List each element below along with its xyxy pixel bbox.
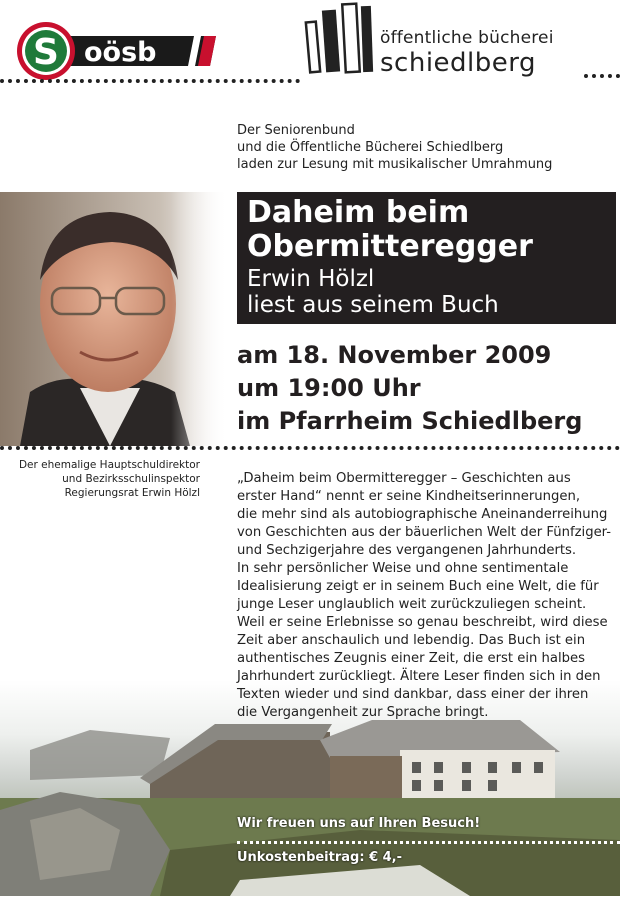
description-line: erster Hand“ nennt er seine Kindheitserinnerungen,	[237, 489, 581, 504]
book-title	[247, 196, 533, 264]
book-description	[237, 470, 620, 722]
logo-wordmark: oösb	[84, 37, 157, 68]
description-line: junge Leser unglaublich weit zurückzuliegen scheint.	[237, 597, 587, 612]
book-title-line: Obermitteregger	[247, 229, 533, 264]
description-line: die mehr sind als autobiographische Aneinanderreihung	[237, 507, 608, 522]
description-line: und Sechzigerjahre des vergangenen Jahrhunderts.	[237, 543, 577, 558]
dotted-divider-top	[0, 79, 300, 83]
description-line: Jahrhundert zurückliegt. Ältere Leser finden sich in den	[237, 669, 601, 684]
description-line: die Vergangenheit zur Sprache bringt.	[237, 705, 489, 720]
portrait-caption	[0, 458, 200, 500]
dotted-divider-footer	[237, 841, 620, 844]
event-details	[237, 339, 582, 438]
intro-text	[237, 122, 552, 173]
dotted-divider-middle	[0, 446, 620, 450]
library-name-line1: öffentliche bücherei	[380, 28, 554, 48]
event-title-box	[237, 192, 616, 324]
event-time: um 19:00 Uhr	[237, 374, 421, 402]
description-line: In sehr persönlicher Weise und ohne sentimentale	[237, 561, 569, 576]
caption-line: Der ehemalige Hauptschuldirektor	[18, 459, 200, 471]
description-line: „Daheim beim Obermitteregger – Geschichten aus	[237, 471, 571, 486]
description-line: Zeit aber anschaulich und lebendig. Das Buch ist ein	[237, 633, 586, 648]
author-subtitle	[247, 266, 499, 318]
library-name-line2: schiedlberg	[380, 48, 537, 78]
author-name: Erwin Hölzl	[247, 266, 375, 292]
event-place: im Pfarrheim Schiedlberg	[237, 407, 583, 435]
caption-line: und Bezirksschulinspektor	[62, 473, 200, 485]
intro-line: laden zur Lesung mit musikalischer Umrahmung	[237, 157, 553, 172]
book-title-line: Daheim beim	[247, 195, 470, 230]
reading-note: liest aus seinem Buch	[247, 292, 499, 318]
intro-line: und die Öffentliche Bücherei Schiedlberg	[237, 140, 504, 155]
intro-line: Der Seniorenbund	[237, 123, 355, 138]
description-line: Idealisierung zeigt er in seinem Buch eine Welt, die für	[237, 579, 599, 594]
event-date: am 18. November 2009	[237, 341, 552, 369]
caption-line: Regierungsrat Erwin Hölzl	[64, 487, 200, 499]
dotted-divider-top-right	[584, 74, 620, 78]
admission-fee: Unkostenbeitrag: € 4,-	[237, 850, 403, 865]
welcome-message: Wir freuen uns auf Ihren Besuch!	[237, 816, 481, 831]
author-portrait	[0, 192, 228, 446]
description-line: Texten wieder und sind dankbar, dass einer der ihren	[237, 687, 589, 702]
seniorenbund-logo	[8, 20, 218, 82]
description-line: Weil er seine Erlebnisse so genau beschreibt, wird diese	[237, 615, 608, 630]
description-line: authentisches Zeugnis einer Zeit, die erst ein halbes	[237, 651, 586, 666]
logo-letter: S	[33, 32, 59, 73]
description-line: von Geschichten aus der bäuerlichen Welt der Fünfziger-	[237, 525, 612, 540]
